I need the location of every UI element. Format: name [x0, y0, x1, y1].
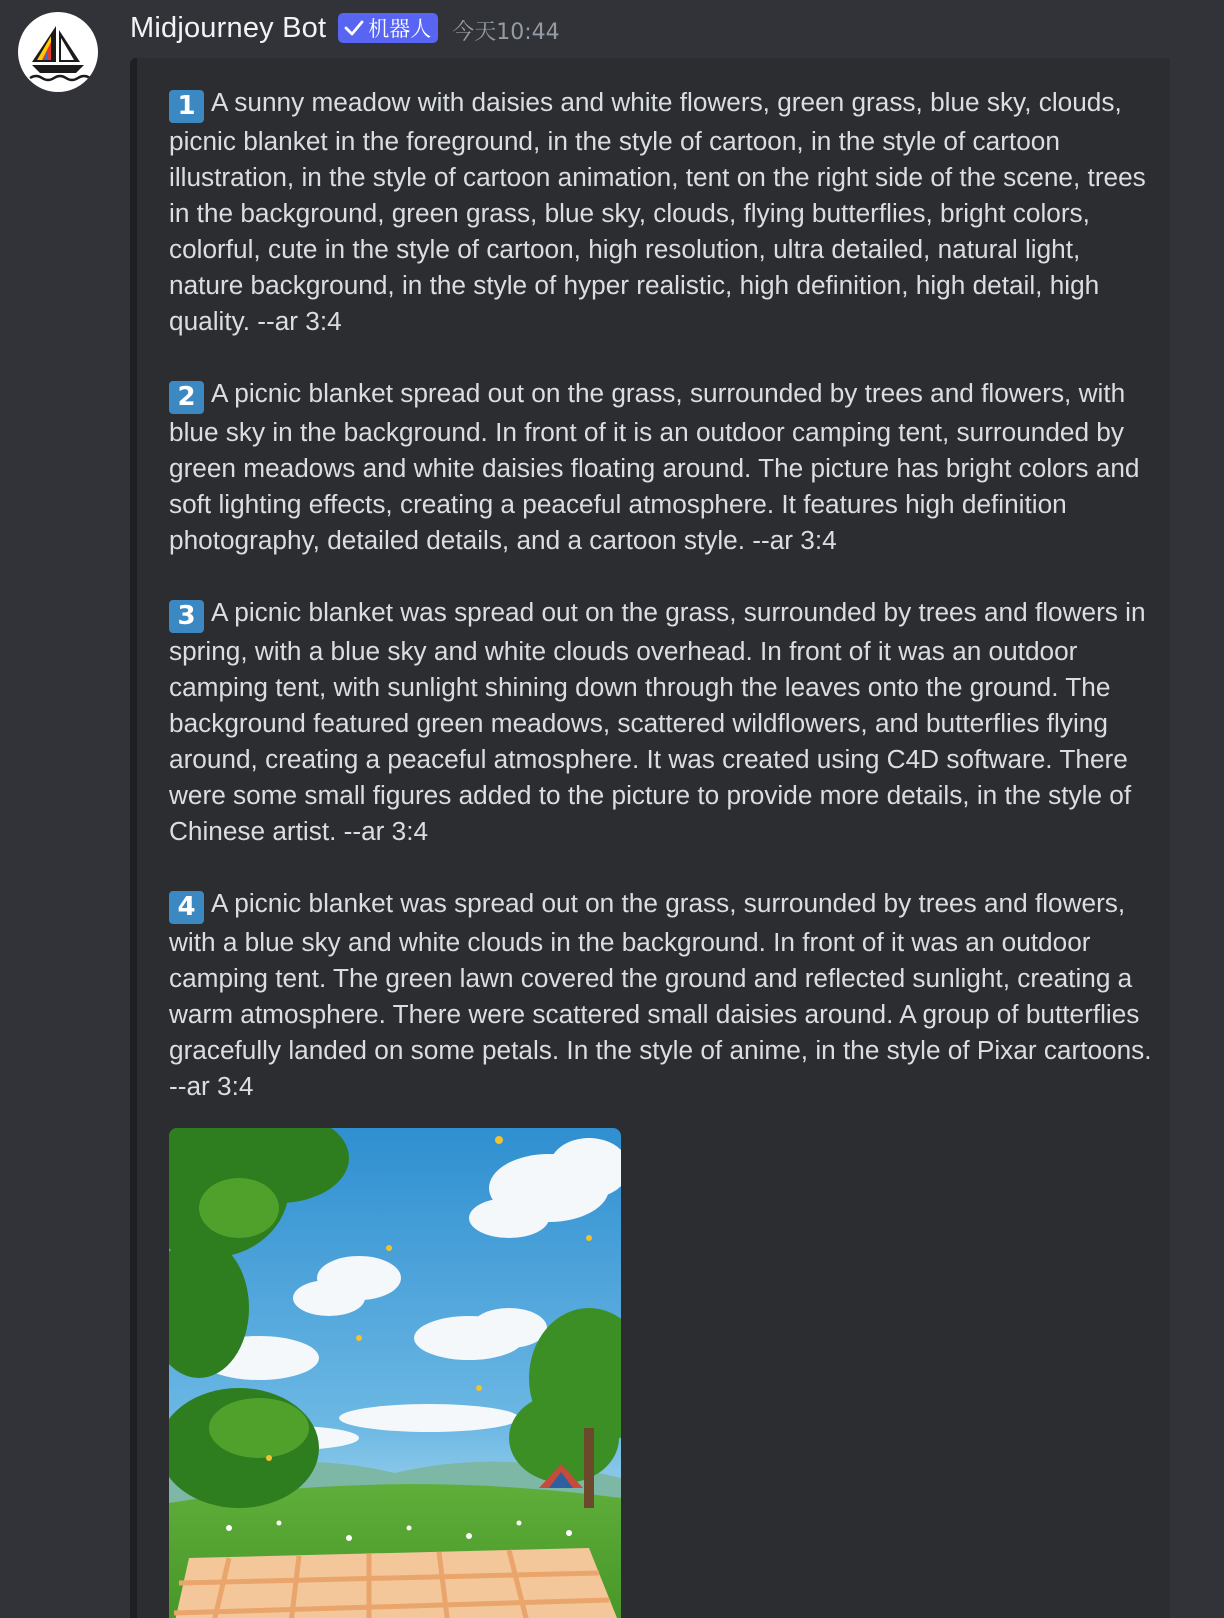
- image-attachment[interactable]: [169, 1128, 621, 1618]
- author-name[interactable]: Midjourney Bot: [130, 11, 327, 44]
- message-header: [130, 8, 560, 48]
- checkmark-icon: [343, 17, 365, 39]
- bot-tag-label: 机器人: [368, 17, 432, 41]
- sailboat-logo-icon: [18, 12, 98, 92]
- prompt-item: [169, 885, 1154, 1104]
- generated-meadow-image: [169, 1128, 621, 1618]
- prompt-item: [169, 594, 1154, 849]
- prompt-item: [169, 375, 1154, 558]
- keycap-number-icon: 1: [169, 90, 204, 123]
- prompt-item: [169, 84, 1154, 339]
- prompt-text: A sunny meadow with daisies and white flowers, green grass, blue sky, clouds, picnic blanket in the foreground, in the style of cartoon, in the style of cartoon illustration, in the style of cartoon animation, tent on the right side of the scene, trees in the background, green grass, blue sky, clouds, flying butterflies, bright colors, colorful, cute in the style of cartoon, high resolution, ultra detailed, natural light, nature background, in the style of hyper realistic, high definition, high detail, high quality. --ar 3:4: [169, 87, 1146, 336]
- prompt-text: A picnic blanket was spread out on the grass, surrounded by trees and flowers, with a blue sky and white clouds in the background. In front of it was an outdoor camping tent. The green lawn covered the ground and reflected sunlight, creating a warm atmosphere. There were scattered small daisies around. A group of butterflies gracefully landed on some petals. In the style of anime, in the style of Pixar cartoons. --ar 3:4: [169, 888, 1152, 1101]
- prompt-text: A picnic blanket spread out on the grass, surrounded by trees and flowers, with blue sky in the background. In front of it is an outdoor camping tent, surrounded by green meadows and white daisies floating around. The picture has bright colors and soft lighting effects, creating a peaceful atmosphere. It features high definition photography, detailed details, and a cartoon style. --ar 3:4: [169, 378, 1140, 555]
- embed-description: [169, 84, 1154, 1140]
- keycap-number-icon: 4: [169, 891, 204, 924]
- keycap-number-icon: 3: [169, 600, 204, 633]
- bot-tag: [338, 13, 438, 43]
- keycap-number-icon: 2: [169, 381, 204, 414]
- message-timestamp[interactable]: 今天10:44: [452, 20, 560, 45]
- message-embed: [130, 58, 1170, 1618]
- bot-avatar[interactable]: [18, 12, 98, 92]
- prompt-text: A picnic blanket was spread out on the grass, surrounded by trees and flowers in spring, with a blue sky and white clouds overhead. In front of it was an outdoor camping tent, with sunlight shining down through the leaves onto the ground. The background featured green meadows, scattered wildflowers, and butterflies flying around, creating a peaceful atmosphere. It was created using C4D software. There were some small figures added to the picture to provide more details, in the style of Chinese artist. --ar 3:4: [169, 597, 1146, 846]
